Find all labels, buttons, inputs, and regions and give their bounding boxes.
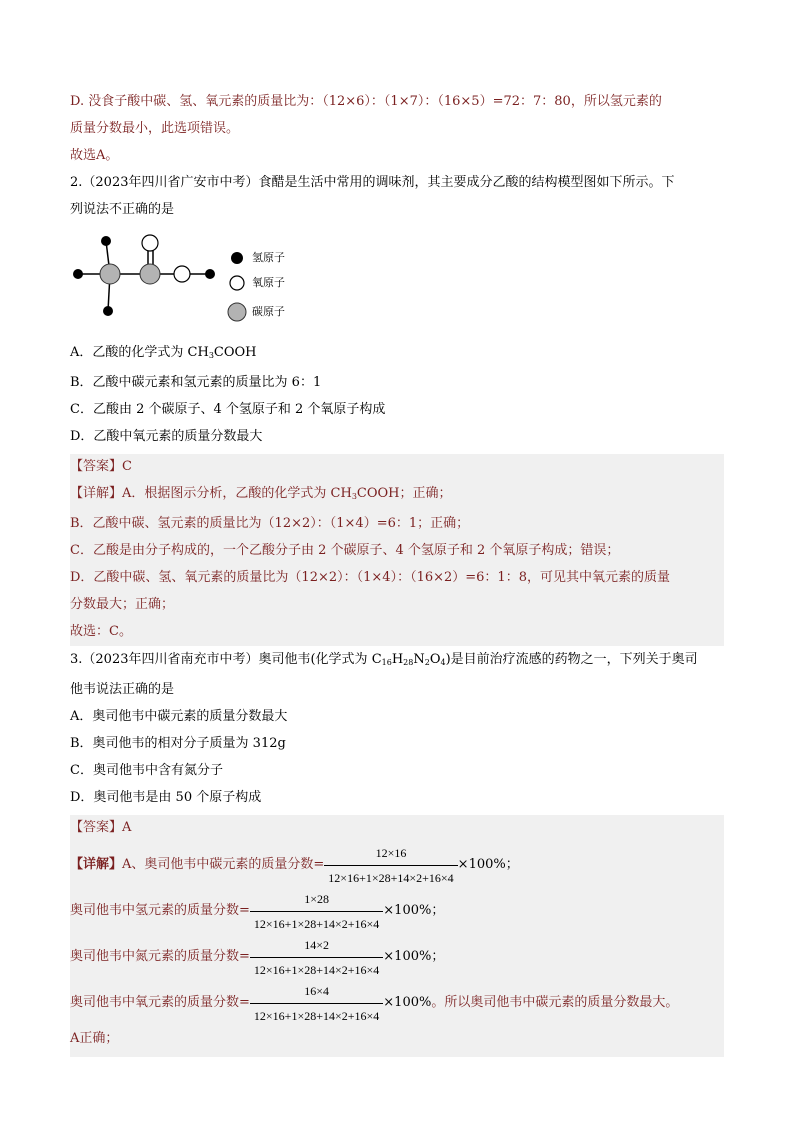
fraction-nitrogen: $\frac{14\times 2}{12\times 16+1\times 28+14\times 2+16\times 4}$ — [250, 935, 383, 980]
q2-detail-d-line2: 分数最大；正确； — [70, 597, 175, 612]
q3-answer: 【答案】A — [70, 820, 132, 835]
legend-carbon-label: 碳原子 — [252, 305, 285, 318]
q1-option-d-line1: D. 没食子酸中碳、氢、氧元素的质量比为：（12×6）：（1×7）：（16×5）=72：7：80，所以氢元素的 — [70, 94, 662, 109]
q3-formula-nitrogen: 奥司他韦中氮元素的质量分数= $\frac{14\times 2}{12\times 16+1\times 28+14\times 2+16\times 4}$ ×100%； — [70, 934, 724, 980]
q2-detail-b: B．乙酸中碳、氢元素的质量比为（12×2）：（1×4）=6：1；正确； — [70, 516, 470, 531]
q2-option-a: A．乙酸的化学式为 $CH_3COOH$ — [70, 345, 257, 360]
carbon-atom — [140, 264, 160, 284]
q2-option-b: B．乙酸中碳元素和氢元素的质量比为 6：1 — [70, 375, 322, 390]
q3-solution-block — [70, 815, 724, 1057]
q3-stem-line1: 3.（2023年四川省南充市中考）奥司他韦(化学式为 $C_{16}H_{28}N_2O_4$)是目前治疗流感的药物之一，下列关于奥司 — [70, 652, 698, 667]
hydrogen-atom — [205, 269, 215, 279]
hydrogen-atom — [103, 306, 113, 316]
q3-option-c: C．奥司他韦中含有氮分子 — [70, 763, 223, 778]
q2-detail-c: C．乙酸是由分子构成的，一个乙酸分子由 2 个碳原子、4 个氢原子和 2 个氧原子构成；错误； — [70, 543, 620, 558]
q3-formula-hydrogen: 奥司他韦中氢元素的质量分数= $\frac{1\times 28}{12\times 16+1\times 28+14\times 2+16\times 4}$ ×100%； — [70, 888, 724, 934]
q2-option-d: D．乙酸中氧元素的质量分数最大 — [70, 429, 263, 444]
carbon-atom — [100, 264, 120, 284]
q2-choose: 故选：C。 — [70, 624, 132, 639]
oxygen-atom — [174, 266, 190, 282]
q2-answer: 【答案】C — [70, 459, 132, 474]
q2-option-c: C．乙酸由 2 个碳原子、4 个氢原子和 2 个氧原子构成 — [70, 402, 386, 417]
oxygen-atom — [142, 235, 158, 251]
q3-conclusion: A正确； — [70, 1031, 119, 1046]
q2-detail-a: 【详解】A．根据图示分析，乙酸的化学式为 $CH_3COOH$；正确； — [70, 486, 452, 501]
q2-detail-d-line1: D．乙酸中碳、氢、氧元素的质量比为（12×2）：（1×4）：（16×2）=6：1：8，可见其中氧元素的质量 — [70, 570, 670, 585]
acetic-acid-model-diagram — [70, 227, 724, 337]
q3-option-b: B．奥司他韦的相对分子质量为 312g — [70, 736, 286, 751]
legend-carbon-symbol — [228, 303, 246, 321]
q3-stem-line2: 他韦说法正确的是 — [70, 682, 175, 697]
q2-stem-line2: 列说法不正确的是 — [70, 202, 175, 217]
fraction-hydrogen: $\frac{1\times 28}{12\times 16+1\times 28+14\times 2+16\times 4}$ — [250, 889, 383, 934]
q2-solution-block — [70, 454, 724, 646]
hydrogen-atom — [73, 269, 83, 279]
q3-formula-carbon: 【详解】 A、奥司他韦中碳元素的质量分数= $\frac{12\times 16}{12\times 16+1\times 28+14\times 2+16\times 4}$ ×100%； — [70, 842, 724, 888]
fraction-carbon: $\frac{12\times 16}{12\times 16+1\times 28+14\times 2+16\times 4}$ — [324, 843, 457, 888]
document-page — [70, 92, 724, 1057]
q3-formula-oxygen: 奥司他韦中氧元素的质量分数= $\frac{16\times 4}{12\times 16+1\times 28+14\times 2+16\times 4}$ ×100% 。所以奥司他韦中碳元素的质量分数最大。 — [70, 980, 724, 1026]
q1-choose: 故选A。 — [70, 148, 119, 163]
hydrogen-atom — [101, 236, 111, 246]
fraction-oxygen: $\frac{16\times 4}{12\times 16+1\times 28+14\times 2+16\times 4}$ — [250, 981, 383, 1026]
q2-stem-line1: 2.（2023年四川省广安市中考）食醋是生活中常用的调味剂，其主要成分乙酸的结构模型图如下所示。下 — [70, 175, 675, 190]
legend-oxygen-label: 氧原子 — [252, 276, 285, 289]
q3-option-a: A．奥司他韦中碳元素的质量分数最大 — [70, 709, 288, 724]
q3-option-d: D．奥司他韦是由 50 个原子构成 — [70, 790, 262, 805]
molecule-structure-svg — [70, 227, 330, 337]
legend-oxygen-symbol — [230, 276, 244, 290]
legend-hydrogen-symbol — [231, 252, 243, 264]
legend-hydrogen-label: 氢原子 — [252, 251, 285, 264]
q1-option-d-line2: 质量分数最小，此选项错误。 — [70, 121, 240, 136]
